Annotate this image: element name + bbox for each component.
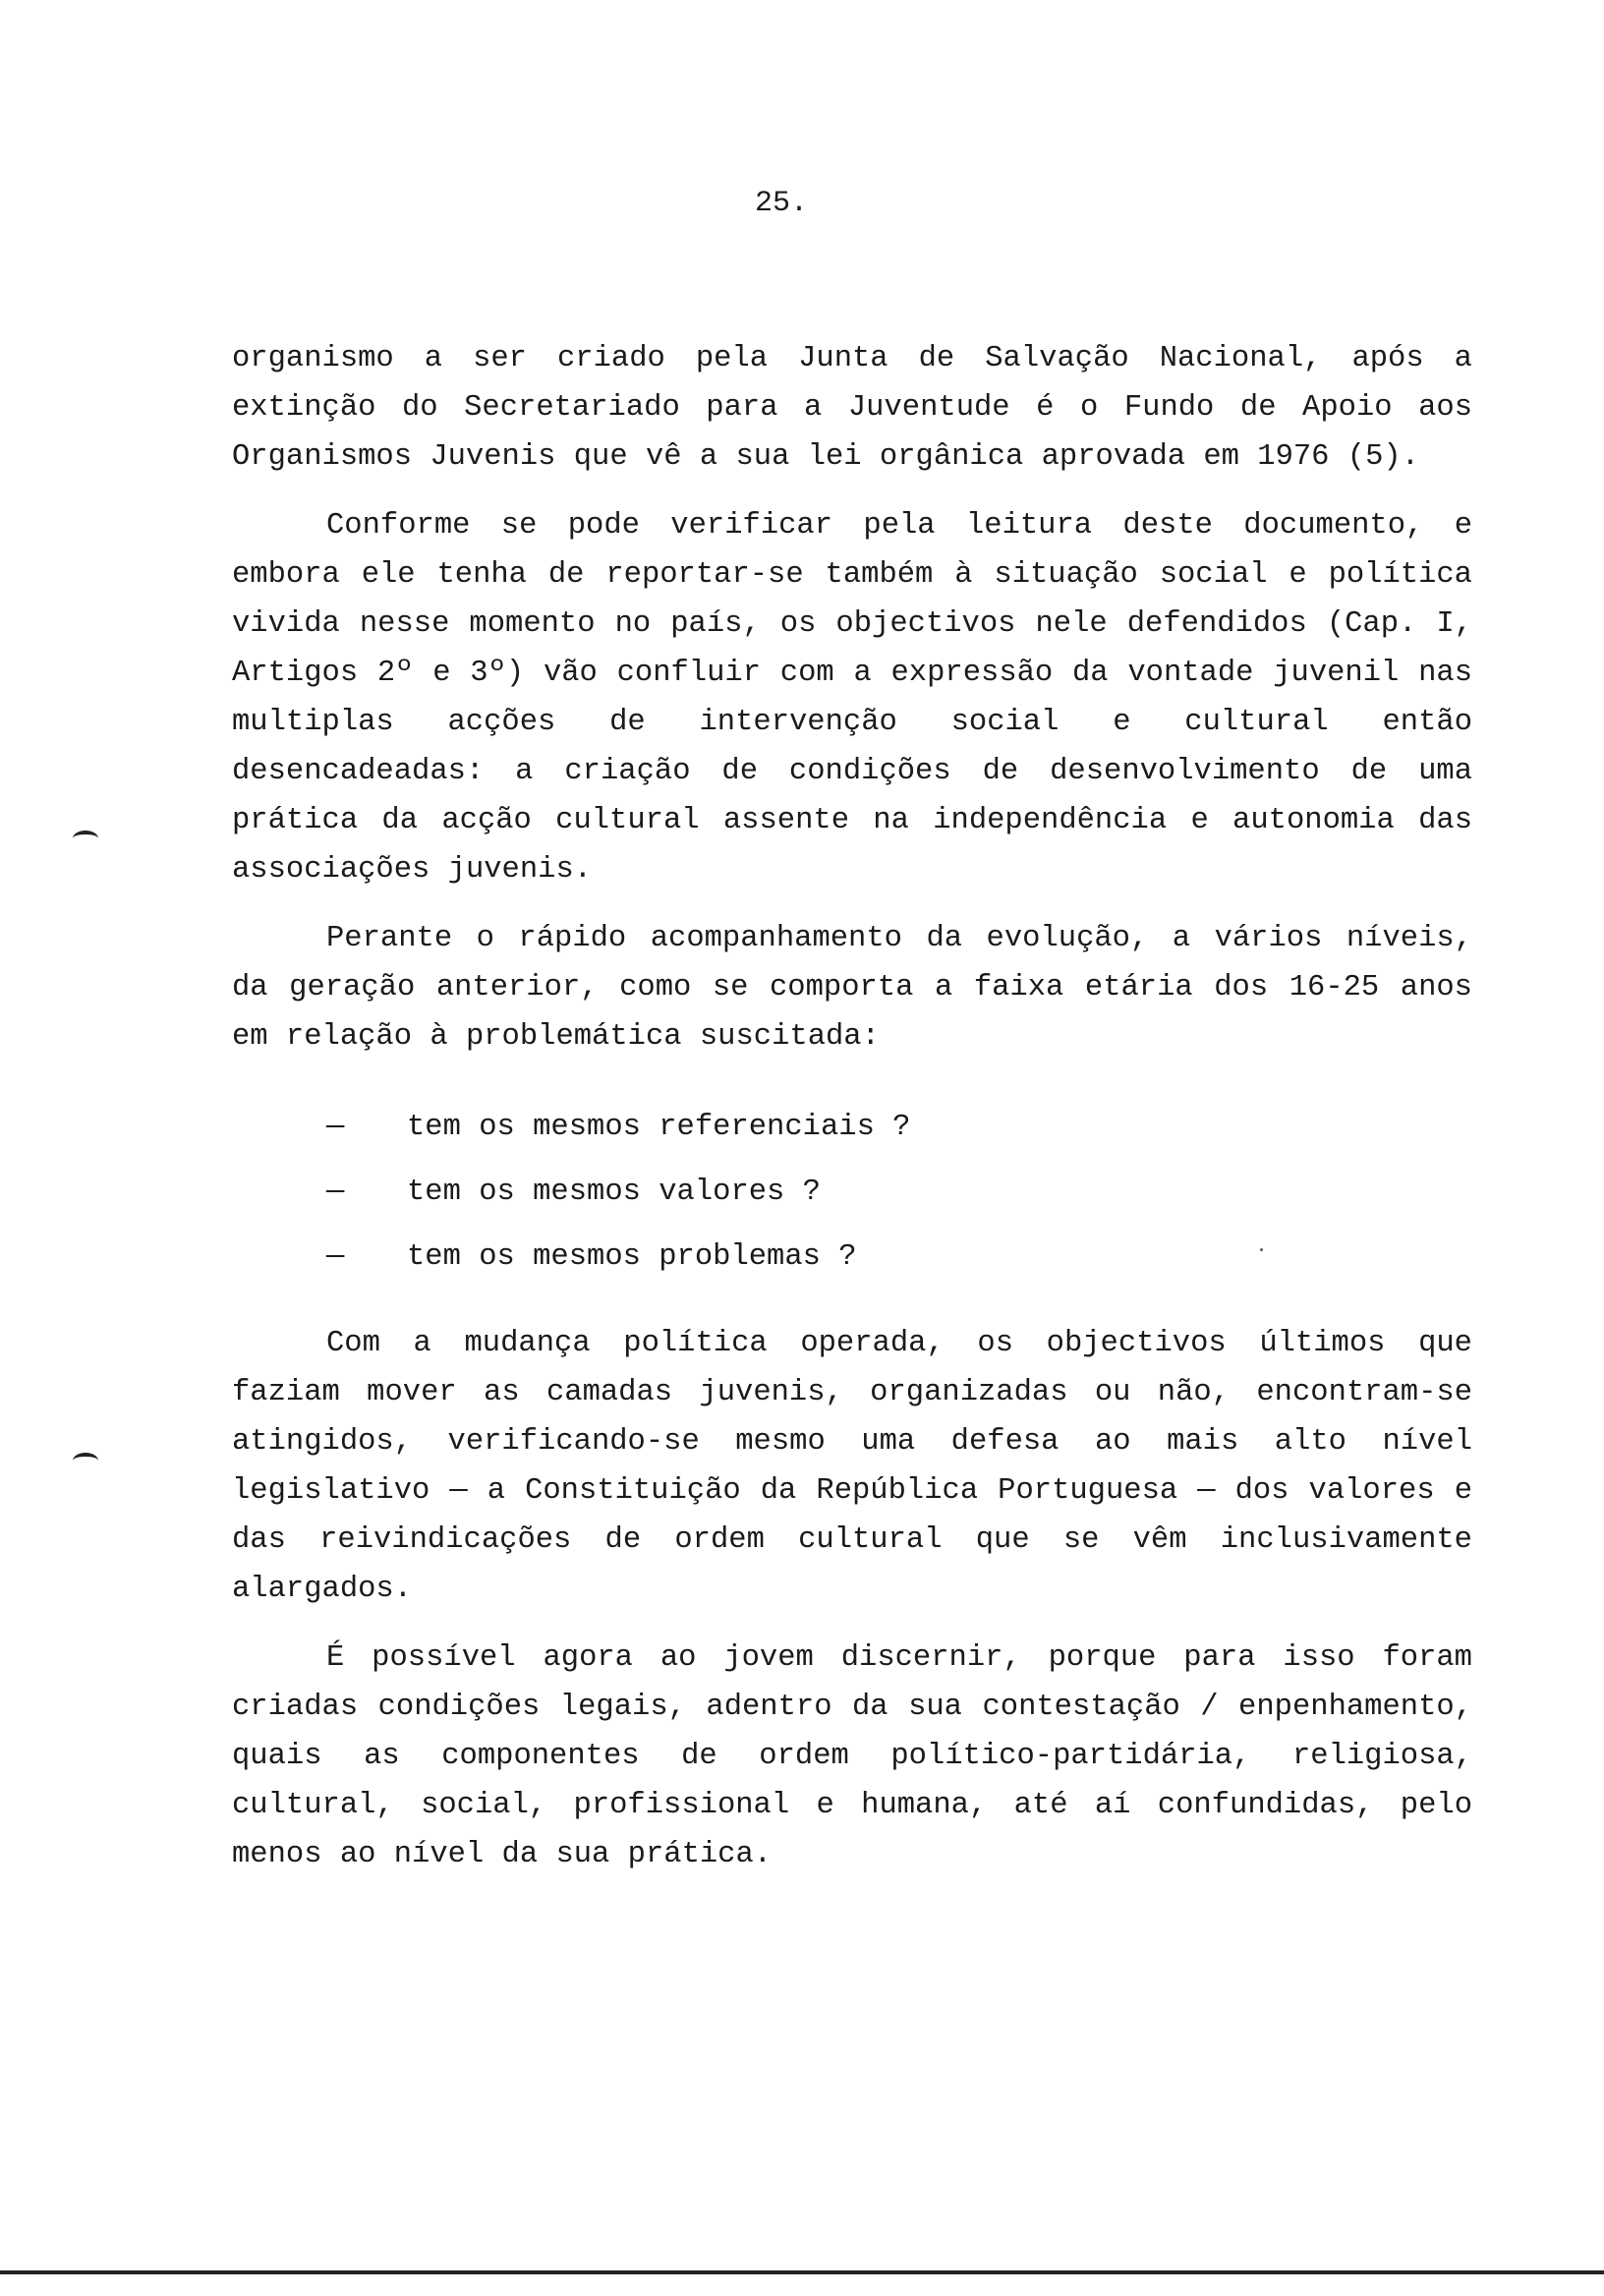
- scan-speck: [1260, 1248, 1263, 1251]
- list-item: [326, 1168, 1472, 1217]
- dash-bullet: —: [326, 1240, 345, 1274]
- paragraph-2: Conforme se pode verificar pela leitura deste documento, e embora ele tenha de reportar-se também à situação social e política vivida nesse momento no país, os objectivos nele defendidos (Cap. I, Artigos 2º e 3º) vão confluir com a expressão da vontade juvenil nas multiplas acções de intervenção social e cultural então desencadeadas: a criação de condições de desenvolvimento de uma prática da acção cultural assente na independência e autonomia das associações juvenis.: [232, 509, 1472, 887]
- list-item: [326, 1233, 1472, 1282]
- question-text: tem os mesmos referenciais ?: [407, 1111, 911, 1144]
- margin-mark: [73, 1453, 98, 1468]
- question-list: [326, 1103, 1472, 1282]
- paragraph-5: É possível agora ao jovem discernir, porque para isso foram criadas condições legais, adentro da sua contestação / enpenhamento, quais as componentes de ordem político-partidária, religiosa, cultural, social, profissional e humana, até aí confundidas, pelo menos ao nível da sua prática.: [232, 1641, 1472, 1871]
- body-text: [232, 334, 1472, 1879]
- margin-mark: [73, 831, 98, 846]
- question-text: tem os mesmos problemas ?: [407, 1240, 857, 1274]
- dash-bullet: —: [326, 1176, 345, 1209]
- paragraph-1: organismo a ser criado pela Junta de Salvação Nacional, após a extinção do Secretariado para a Juventude é o Fundo de Apoio aos Organismos Juvenis que vê a sua lei orgânica aprovada em 1976 (5).: [232, 342, 1472, 474]
- paragraph-4: Com a mudança política operada, os objectivos últimos que faziam mover as camadas juvenis, organizadas ou não, encontram-se atingidos, verificando-se mesmo uma defesa ao mais alto nível legislativo — a Constituição da República Portuguesa — dos valores e das reivindicações de ordem cultural que se vêm inclusivamente alargados.: [232, 1327, 1472, 1606]
- dash-bullet: —: [326, 1111, 345, 1144]
- list-item: [326, 1103, 1472, 1152]
- paragraph-3: Perante o rápido acompanhamento da evolução, a vários níveis, da geração anterior, como se comporta a faixa etária dos 16-25 anos em relação à problemática suscitada:: [232, 922, 1472, 1054]
- question-text: tem os mesmos valores ?: [407, 1176, 821, 1209]
- page-number: 25.: [755, 187, 809, 220]
- bottom-rule: [0, 2270, 1604, 2274]
